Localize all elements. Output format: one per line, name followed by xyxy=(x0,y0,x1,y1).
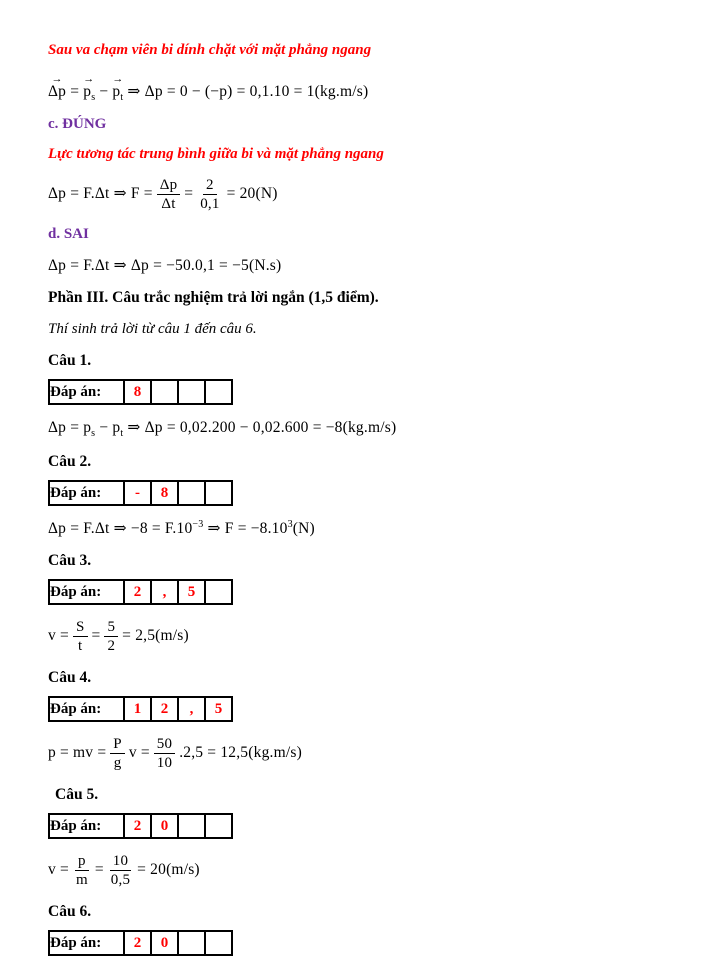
formula-momentum-change-vectors: → Δp = → $p_s$ − → $p_t$ ⇒ Δp = 0 − (−p) = 0,1.10 = 1(kg.m/s) xyxy=(48,73,369,104)
question-formula: v = $\frac{p}{m}$ = $\frac{10}{0,5}$ = 20(m/s) xyxy=(48,853,200,889)
question-label: Câu 4. xyxy=(48,669,92,687)
answer-cell xyxy=(151,380,178,404)
answer-label-cell: Đáp án: xyxy=(49,697,124,721)
answer-cell: , xyxy=(151,580,178,604)
answer-label-cell: Đáp án: xyxy=(49,380,124,404)
section-heading-part3: Phần III. Câu trắc nghiệm trả lời ngắn (1,5 điểm). xyxy=(48,289,379,307)
answer-table xyxy=(48,379,233,405)
answer-cell xyxy=(178,380,205,404)
solution-note-after-collision: Sau va chạm viên bi dính chặt với mặt phẳng ngang xyxy=(48,42,372,58)
fraction-10-05: $\frac{10}{0,5}$ xyxy=(110,853,131,889)
answer-cell: 5 xyxy=(205,697,232,721)
question-label: Câu 3. xyxy=(48,552,92,570)
question-block-2 xyxy=(48,453,684,538)
answer-cell xyxy=(178,481,205,505)
answer-cell: 0 xyxy=(151,931,178,955)
answer-cell: 2 xyxy=(124,931,151,955)
question-label: Câu 6. xyxy=(48,903,92,921)
answer-table xyxy=(48,480,233,506)
answer-cell: 8 xyxy=(151,481,178,505)
answer-cell xyxy=(178,814,205,838)
vector-arrow-icon: → xyxy=(83,73,95,85)
fraction-dp-dt: $\frac{\Delta p}{\Delta t}$ xyxy=(157,176,181,213)
answer-label-cell: Đáp án: xyxy=(49,931,124,955)
answer-table xyxy=(48,696,233,722)
answer-cell: 1 xyxy=(124,697,151,721)
answer-cell xyxy=(205,580,232,604)
answer-label-cell: Đáp án: xyxy=(49,814,124,838)
answer-label-cell: Đáp án: xyxy=(49,580,124,604)
question-block-3 xyxy=(48,552,684,655)
answer-cell: 5 xyxy=(178,580,205,604)
fraction-s-t: $\frac{S}{t}$ xyxy=(73,618,88,655)
vector-delta-p: → Δp xyxy=(48,73,67,100)
solution-note-average-force: Lực tương tác trung bình giữa bi và mặt phẳng ngang xyxy=(48,146,384,163)
fraction-P-g: $\frac{P}{g}$ xyxy=(110,735,125,772)
answer-table xyxy=(48,579,233,605)
question-formula: Δp = F.Δt ⇒ $-8 = F.10^{-3}$ ⇒ $F = -8.10^3(N)$ xyxy=(48,519,315,538)
answer-cell xyxy=(205,814,232,838)
answer-cell: 2 xyxy=(124,814,151,838)
section-instruction-note: Thí sinh trả lời từ câu 1 đến câu 6. xyxy=(48,321,257,338)
question-label: Câu 2. xyxy=(48,453,92,471)
statement-c-verdict: c. ĐÚNG xyxy=(48,116,107,133)
question-formula: v = $\frac{S}{t}$ = $\frac{5}{2}$ = 2,5(m/s) xyxy=(48,619,189,655)
fraction-5-2: $\frac{5}{2}$ xyxy=(104,618,118,655)
answer-cell xyxy=(178,931,205,955)
question-block-5 xyxy=(48,786,684,889)
vector-arrow-icon: → xyxy=(112,73,124,85)
answer-cell: , xyxy=(178,697,205,721)
answer-cell xyxy=(205,481,232,505)
question-label: Câu 5. xyxy=(55,786,99,804)
answer-cell xyxy=(205,380,232,404)
formula-average-force: Δp = F.Δt ⇒ F = $\frac{\Delta p}{\Delta t}$ = $\frac{2}{0,1}$ = 20(N) xyxy=(48,177,278,213)
answer-table xyxy=(48,813,233,839)
question-formula: $\Delta p = p_s - p_t$ ⇒ Δp = 0,02.200 − 0,02.600 = −8(kg.m/s) xyxy=(48,419,397,440)
formula-impulse: Δp = F.Δt ⇒ Δp = −50.0,1 = −5(N.s) xyxy=(48,257,282,275)
fraction-2-01: $\frac{2}{0,1}$ xyxy=(200,177,220,213)
answer-cell: 2 xyxy=(124,580,151,604)
answer-cell xyxy=(205,931,232,955)
question-block-6 xyxy=(48,903,684,956)
answer-table xyxy=(48,930,233,956)
question-block-1 xyxy=(48,352,684,439)
vector-p-after: → p xyxy=(83,73,95,100)
question-block-4 xyxy=(48,669,684,772)
answer-cell: 0 xyxy=(151,814,178,838)
question-label: Câu 1. xyxy=(48,352,92,370)
vector-arrow-icon: → xyxy=(51,73,63,85)
question-formula: p = mv = $\frac{P}{g}$ v = $\frac{50}{10}$ .2,5 = 12,5(kg.m/s) xyxy=(48,736,302,772)
answer-cell: 2 xyxy=(151,697,178,721)
statement-d-verdict: d. SAI xyxy=(48,226,89,243)
fraction-50-10: $\frac{50}{10}$ xyxy=(154,735,175,772)
vector-p-before: → p xyxy=(112,73,124,100)
answer-cell: 8 xyxy=(124,380,151,404)
answer-label-cell: Đáp án: xyxy=(49,481,124,505)
fraction-p-m: $\frac{p}{m}$ xyxy=(75,853,88,889)
answer-cell: - xyxy=(124,481,151,505)
